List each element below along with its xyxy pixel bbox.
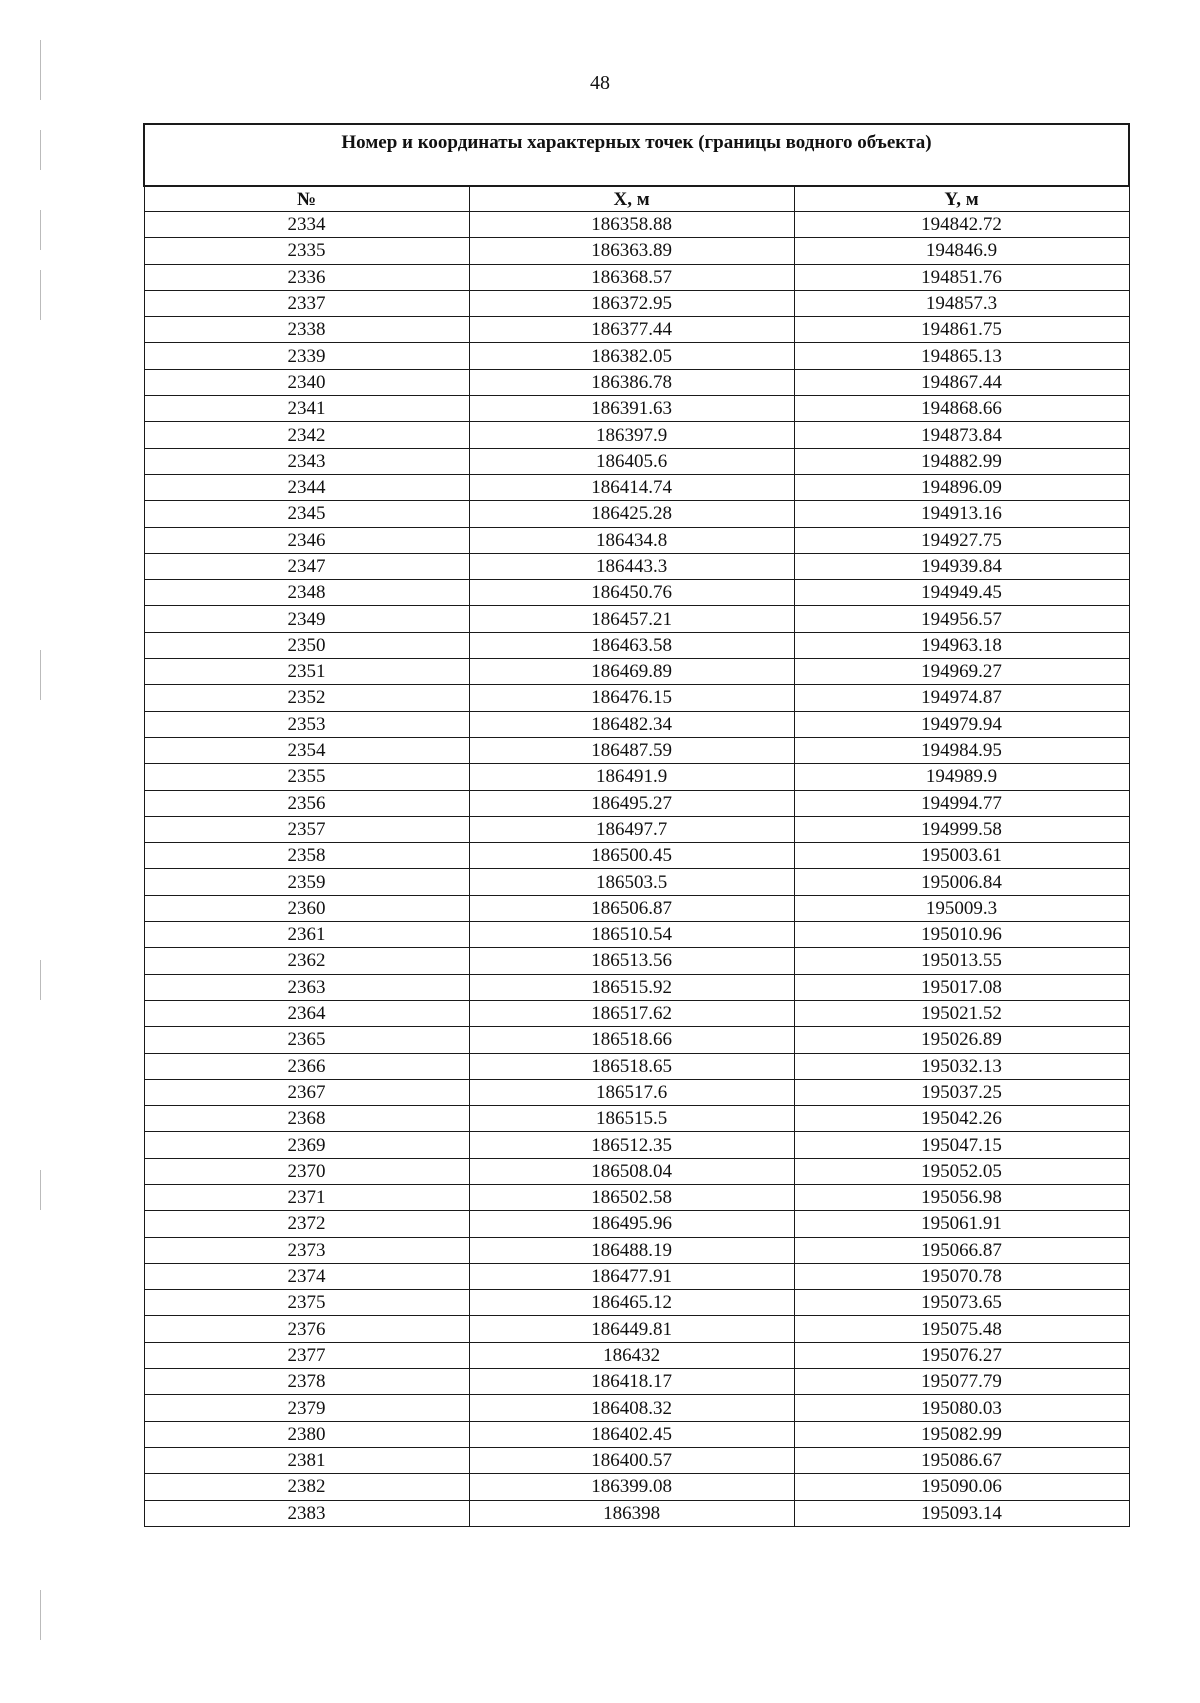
y-coordinate-cell: 195075.48: [794, 1316, 1129, 1342]
table-row: [144, 764, 1129, 790]
table-row: [144, 869, 1129, 895]
point-number-cell: 2381: [144, 1447, 469, 1473]
y-coordinate-cell: 194873.84: [794, 422, 1129, 448]
table-row: [144, 1027, 1129, 1053]
table-row: [144, 1158, 1129, 1184]
table-row: [144, 1106, 1129, 1132]
y-coordinate-cell: 195086.67: [794, 1447, 1129, 1473]
y-coordinate-cell: 195056.98: [794, 1184, 1129, 1210]
x-coordinate-cell: 186372.95: [469, 290, 794, 316]
x-coordinate-cell: 186477.91: [469, 1263, 794, 1289]
point-number-cell: 2382: [144, 1474, 469, 1500]
table-title-row: [144, 124, 1129, 186]
table-row: [144, 948, 1129, 974]
table-row: [144, 553, 1129, 579]
table-row: [144, 474, 1129, 500]
point-number-cell: 2341: [144, 396, 469, 422]
point-number-cell: 2364: [144, 1000, 469, 1026]
y-coordinate-cell: 194969.27: [794, 659, 1129, 685]
scan-margin-line: [40, 650, 41, 700]
x-coordinate-cell: 186414.74: [469, 474, 794, 500]
point-number-cell: 2360: [144, 895, 469, 921]
table-row: [144, 343, 1129, 369]
x-coordinate-cell: 186402.45: [469, 1421, 794, 1447]
x-coordinate-cell: 186358.88: [469, 212, 794, 238]
x-coordinate-cell: 186443.3: [469, 553, 794, 579]
point-number-cell: 2337: [144, 290, 469, 316]
table-row: [144, 422, 1129, 448]
point-number-cell: 2367: [144, 1079, 469, 1105]
table-row: [144, 1342, 1129, 1368]
x-coordinate-cell: 186397.9: [469, 422, 794, 448]
point-number-cell: 2348: [144, 580, 469, 606]
point-number-cell: 2359: [144, 869, 469, 895]
point-number-cell: 2369: [144, 1132, 469, 1158]
y-coordinate-cell: 194865.13: [794, 343, 1129, 369]
point-number-cell: 2356: [144, 790, 469, 816]
y-coordinate-cell: 195017.08: [794, 974, 1129, 1000]
x-coordinate-cell: 186450.76: [469, 580, 794, 606]
x-coordinate-cell: 186491.9: [469, 764, 794, 790]
table-row: [144, 632, 1129, 658]
y-coordinate-cell: 195010.96: [794, 922, 1129, 948]
y-coordinate-cell: 195090.06: [794, 1474, 1129, 1500]
y-coordinate-cell: 194963.18: [794, 632, 1129, 658]
x-coordinate-cell: 186497.7: [469, 816, 794, 842]
y-coordinate-cell: 194851.76: [794, 264, 1129, 290]
x-coordinate-cell: 186482.34: [469, 711, 794, 737]
point-number-cell: 2361: [144, 922, 469, 948]
y-coordinate-cell: 194842.72: [794, 212, 1129, 238]
x-coordinate-cell: 186503.5: [469, 869, 794, 895]
table-row: [144, 448, 1129, 474]
table-row: [144, 1500, 1129, 1526]
point-number-cell: 2340: [144, 369, 469, 395]
x-coordinate-cell: 186398: [469, 1500, 794, 1526]
point-number-cell: 2362: [144, 948, 469, 974]
point-number-cell: 2342: [144, 422, 469, 448]
point-number-cell: 2354: [144, 737, 469, 763]
table-row: [144, 1447, 1129, 1473]
point-number-cell: 2355: [144, 764, 469, 790]
point-number-cell: 2380: [144, 1421, 469, 1447]
table-row: [144, 396, 1129, 422]
y-coordinate-cell: 195047.15: [794, 1132, 1129, 1158]
y-coordinate-cell: 195066.87: [794, 1237, 1129, 1263]
x-coordinate-cell: 186517.6: [469, 1079, 794, 1105]
x-coordinate-cell: 186465.12: [469, 1290, 794, 1316]
y-coordinate-cell: 195042.26: [794, 1106, 1129, 1132]
x-coordinate-cell: 186408.32: [469, 1395, 794, 1421]
x-coordinate-cell: 186512.35: [469, 1132, 794, 1158]
y-coordinate-cell: 195052.05: [794, 1158, 1129, 1184]
point-number-cell: 2357: [144, 816, 469, 842]
point-number-cell: 2376: [144, 1316, 469, 1342]
point-number-cell: 2339: [144, 343, 469, 369]
y-coordinate-cell: 195009.3: [794, 895, 1129, 921]
x-coordinate-cell: 186391.63: [469, 396, 794, 422]
point-number-cell: 2370: [144, 1158, 469, 1184]
x-coordinate-cell: 186518.65: [469, 1053, 794, 1079]
x-coordinate-cell: 186457.21: [469, 606, 794, 632]
scan-margin-line: [40, 1590, 41, 1640]
table-row: [144, 790, 1129, 816]
point-number-cell: 2353: [144, 711, 469, 737]
y-coordinate-cell: 194999.58: [794, 816, 1129, 842]
point-number-cell: 2345: [144, 501, 469, 527]
y-coordinate-cell: 194913.16: [794, 501, 1129, 527]
table-row: [144, 1132, 1129, 1158]
y-coordinate-cell: 195013.55: [794, 948, 1129, 974]
table-row: [144, 895, 1129, 921]
table-row: [144, 1237, 1129, 1263]
y-coordinate-cell: 194949.45: [794, 580, 1129, 606]
y-coordinate-cell: 194974.87: [794, 685, 1129, 711]
y-coordinate-cell: 195076.27: [794, 1342, 1129, 1368]
x-coordinate-cell: 186405.6: [469, 448, 794, 474]
point-number-cell: 2383: [144, 1500, 469, 1526]
point-number-cell: 2347: [144, 553, 469, 579]
x-coordinate-cell: 186517.62: [469, 1000, 794, 1026]
table-row: [144, 1263, 1129, 1289]
point-number-cell: 2366: [144, 1053, 469, 1079]
table-row: [144, 1290, 1129, 1316]
y-coordinate-cell: 194984.95: [794, 737, 1129, 763]
table-row: [144, 1316, 1129, 1342]
column-header-x: X, м: [469, 186, 794, 212]
table-row: [144, 1395, 1129, 1421]
page-number: 48: [590, 72, 610, 94]
table-row: [144, 711, 1129, 737]
table-row: [144, 264, 1129, 290]
y-coordinate-cell: 195006.84: [794, 869, 1129, 895]
x-coordinate-cell: 186506.87: [469, 895, 794, 921]
table-row: [144, 816, 1129, 842]
x-coordinate-cell: 186377.44: [469, 317, 794, 343]
y-coordinate-cell: 195093.14: [794, 1500, 1129, 1526]
point-number-cell: 2358: [144, 843, 469, 869]
x-coordinate-cell: 186399.08: [469, 1474, 794, 1500]
y-coordinate-cell: 195026.89: [794, 1027, 1129, 1053]
point-number-cell: 2365: [144, 1027, 469, 1053]
x-coordinate-cell: 186363.89: [469, 238, 794, 264]
x-coordinate-cell: 186510.54: [469, 922, 794, 948]
y-coordinate-cell: 195021.52: [794, 1000, 1129, 1026]
table-row: [144, 1211, 1129, 1237]
point-number-cell: 2343: [144, 448, 469, 474]
x-coordinate-cell: 186515.5: [469, 1106, 794, 1132]
x-coordinate-cell: 186425.28: [469, 501, 794, 527]
point-number-cell: 2338: [144, 317, 469, 343]
x-coordinate-cell: 186487.59: [469, 737, 794, 763]
x-coordinate-cell: 186463.58: [469, 632, 794, 658]
x-coordinate-cell: 186476.15: [469, 685, 794, 711]
point-number-cell: 2335: [144, 238, 469, 264]
table-row: [144, 1369, 1129, 1395]
table-row: [144, 1421, 1129, 1447]
table-row: [144, 290, 1129, 316]
point-number-cell: 2378: [144, 1369, 469, 1395]
x-coordinate-cell: 186432: [469, 1342, 794, 1368]
y-coordinate-cell: 194979.94: [794, 711, 1129, 737]
x-coordinate-cell: 186518.66: [469, 1027, 794, 1053]
point-number-cell: 2372: [144, 1211, 469, 1237]
point-number-cell: 2377: [144, 1342, 469, 1368]
x-coordinate-cell: 186488.19: [469, 1237, 794, 1263]
x-coordinate-cell: 186449.81: [469, 1316, 794, 1342]
coordinates-table: [143, 123, 1130, 1527]
column-header-y: Y, м: [794, 186, 1129, 212]
point-number-cell: 2350: [144, 632, 469, 658]
y-coordinate-cell: 195073.65: [794, 1290, 1129, 1316]
table-row: [144, 527, 1129, 553]
y-coordinate-cell: 195082.99: [794, 1421, 1129, 1447]
table-row: [144, 212, 1129, 238]
table-row: [144, 369, 1129, 395]
x-coordinate-cell: 186386.78: [469, 369, 794, 395]
y-coordinate-cell: 195037.25: [794, 1079, 1129, 1105]
y-coordinate-cell: 194989.9: [794, 764, 1129, 790]
table-row: [144, 1474, 1129, 1500]
y-coordinate-cell: 195032.13: [794, 1053, 1129, 1079]
point-number-cell: 2349: [144, 606, 469, 632]
table-row: [144, 843, 1129, 869]
x-coordinate-cell: 186382.05: [469, 343, 794, 369]
scan-margin-line: [40, 210, 41, 250]
y-coordinate-cell: 194846.9: [794, 238, 1129, 264]
point-number-cell: 2373: [144, 1237, 469, 1263]
table-row: [144, 1184, 1129, 1210]
x-coordinate-cell: 186368.57: [469, 264, 794, 290]
point-number-cell: 2352: [144, 685, 469, 711]
scan-margin-line: [40, 270, 41, 320]
x-coordinate-cell: 186418.17: [469, 1369, 794, 1395]
scan-margin-line: [40, 1170, 41, 1210]
y-coordinate-cell: 195003.61: [794, 843, 1129, 869]
table-row: [144, 1053, 1129, 1079]
table-row: [144, 1000, 1129, 1026]
point-number-cell: 2371: [144, 1184, 469, 1210]
y-coordinate-cell: 195080.03: [794, 1395, 1129, 1421]
y-coordinate-cell: 194927.75: [794, 527, 1129, 553]
table-row: [144, 317, 1129, 343]
table-row: [144, 501, 1129, 527]
point-number-cell: 2351: [144, 659, 469, 685]
x-coordinate-cell: 186500.45: [469, 843, 794, 869]
x-coordinate-cell: 186515.92: [469, 974, 794, 1000]
table-row: [144, 238, 1129, 264]
table-header-row: [144, 186, 1129, 212]
y-coordinate-cell: 195061.91: [794, 1211, 1129, 1237]
point-number-cell: 2368: [144, 1106, 469, 1132]
table-body: [144, 212, 1129, 1527]
point-number-cell: 2336: [144, 264, 469, 290]
point-number-cell: 2379: [144, 1395, 469, 1421]
column-header-number: №: [144, 186, 469, 212]
point-number-cell: 2363: [144, 974, 469, 1000]
table-row: [144, 737, 1129, 763]
table-row: [144, 685, 1129, 711]
x-coordinate-cell: 186495.27: [469, 790, 794, 816]
scan-margin-line: [40, 960, 41, 1000]
x-coordinate-cell: 186400.57: [469, 1447, 794, 1473]
x-coordinate-cell: 186495.96: [469, 1211, 794, 1237]
y-coordinate-cell: 195070.78: [794, 1263, 1129, 1289]
point-number-cell: 2374: [144, 1263, 469, 1289]
point-number-cell: 2344: [144, 474, 469, 500]
point-number-cell: 2375: [144, 1290, 469, 1316]
y-coordinate-cell: 194994.77: [794, 790, 1129, 816]
table-row: [144, 606, 1129, 632]
x-coordinate-cell: 186502.58: [469, 1184, 794, 1210]
point-number-cell: 2346: [144, 527, 469, 553]
y-coordinate-cell: 194882.99: [794, 448, 1129, 474]
x-coordinate-cell: 186513.56: [469, 948, 794, 974]
table-row: [144, 922, 1129, 948]
y-coordinate-cell: 194857.3: [794, 290, 1129, 316]
scan-margin-line: [40, 130, 41, 170]
table-row: [144, 580, 1129, 606]
table-title: Номер и координаты характерных точек (границы водного объекта): [144, 124, 1129, 186]
table-row: [144, 974, 1129, 1000]
x-coordinate-cell: 186434.8: [469, 527, 794, 553]
table-row: [144, 659, 1129, 685]
x-coordinate-cell: 186469.89: [469, 659, 794, 685]
y-coordinate-cell: 195077.79: [794, 1369, 1129, 1395]
y-coordinate-cell: 194867.44: [794, 369, 1129, 395]
y-coordinate-cell: 194939.84: [794, 553, 1129, 579]
y-coordinate-cell: 194896.09: [794, 474, 1129, 500]
point-number-cell: 2334: [144, 212, 469, 238]
table-row: [144, 1079, 1129, 1105]
y-coordinate-cell: 194868.66: [794, 396, 1129, 422]
x-coordinate-cell: 186508.04: [469, 1158, 794, 1184]
y-coordinate-cell: 194861.75: [794, 317, 1129, 343]
y-coordinate-cell: 194956.57: [794, 606, 1129, 632]
